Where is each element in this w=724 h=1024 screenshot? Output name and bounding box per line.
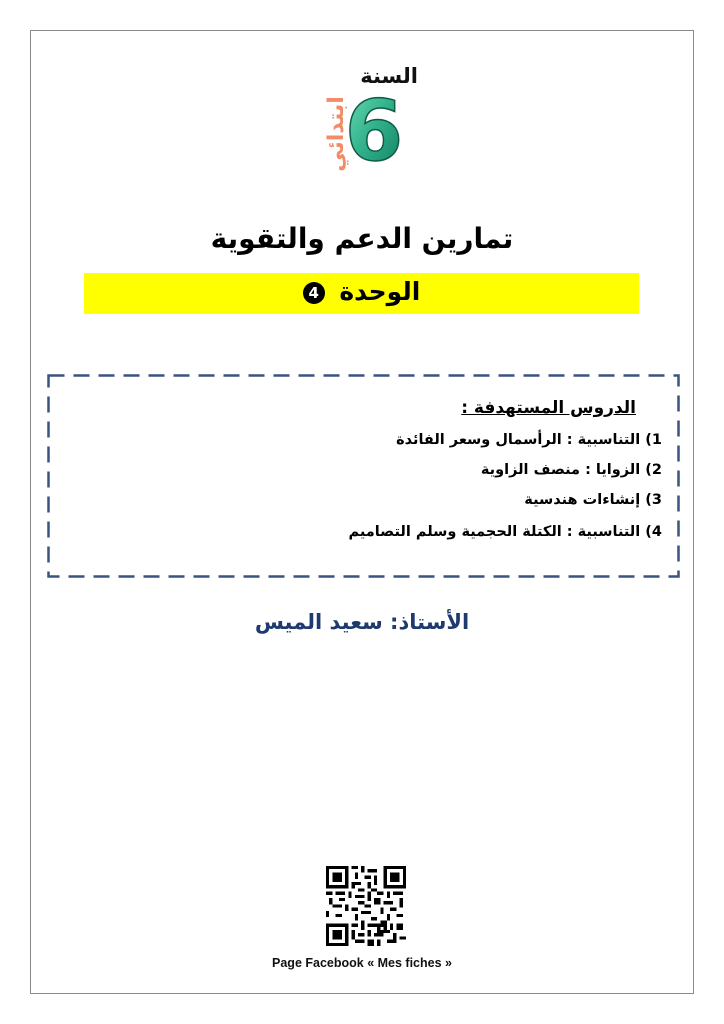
lessons-heading: الدروس المستهدفة :	[461, 398, 636, 418]
grade-logo	[318, 64, 418, 174]
lesson-item-1: 1) التناسبية : الرأسمال وسعر الفائدة	[396, 432, 662, 448]
unit-number-badge: 4	[303, 282, 325, 304]
logo-year-label: السنة	[360, 64, 418, 88]
logo-grade-number	[344, 90, 404, 168]
qr-code-icon	[326, 866, 406, 946]
svg-text:6: 6	[344, 90, 404, 168]
main-title: تمارين الدعم والتقوية	[210, 222, 514, 255]
unit-label: الوحدة	[339, 277, 421, 306]
facebook-page-note: Page Facebook « Mes fiches »	[272, 956, 452, 970]
unit-title	[84, 277, 639, 306]
teacher-name: الأستاذ: سعيد الميس	[254, 610, 470, 634]
lesson-item-3: 3) إنشاءات هندسية	[524, 492, 662, 508]
lesson-item-2: 2) الزوايا : منصف الزاوية	[480, 462, 662, 478]
svg-text:ابتدائي: ابتدائي	[324, 96, 349, 172]
lessons-box	[47, 374, 680, 578]
unit-banner	[84, 273, 639, 314]
lesson-item-4: 4) التناسبية : الكتلة الحجمية وسلم التصاميم	[348, 524, 662, 540]
